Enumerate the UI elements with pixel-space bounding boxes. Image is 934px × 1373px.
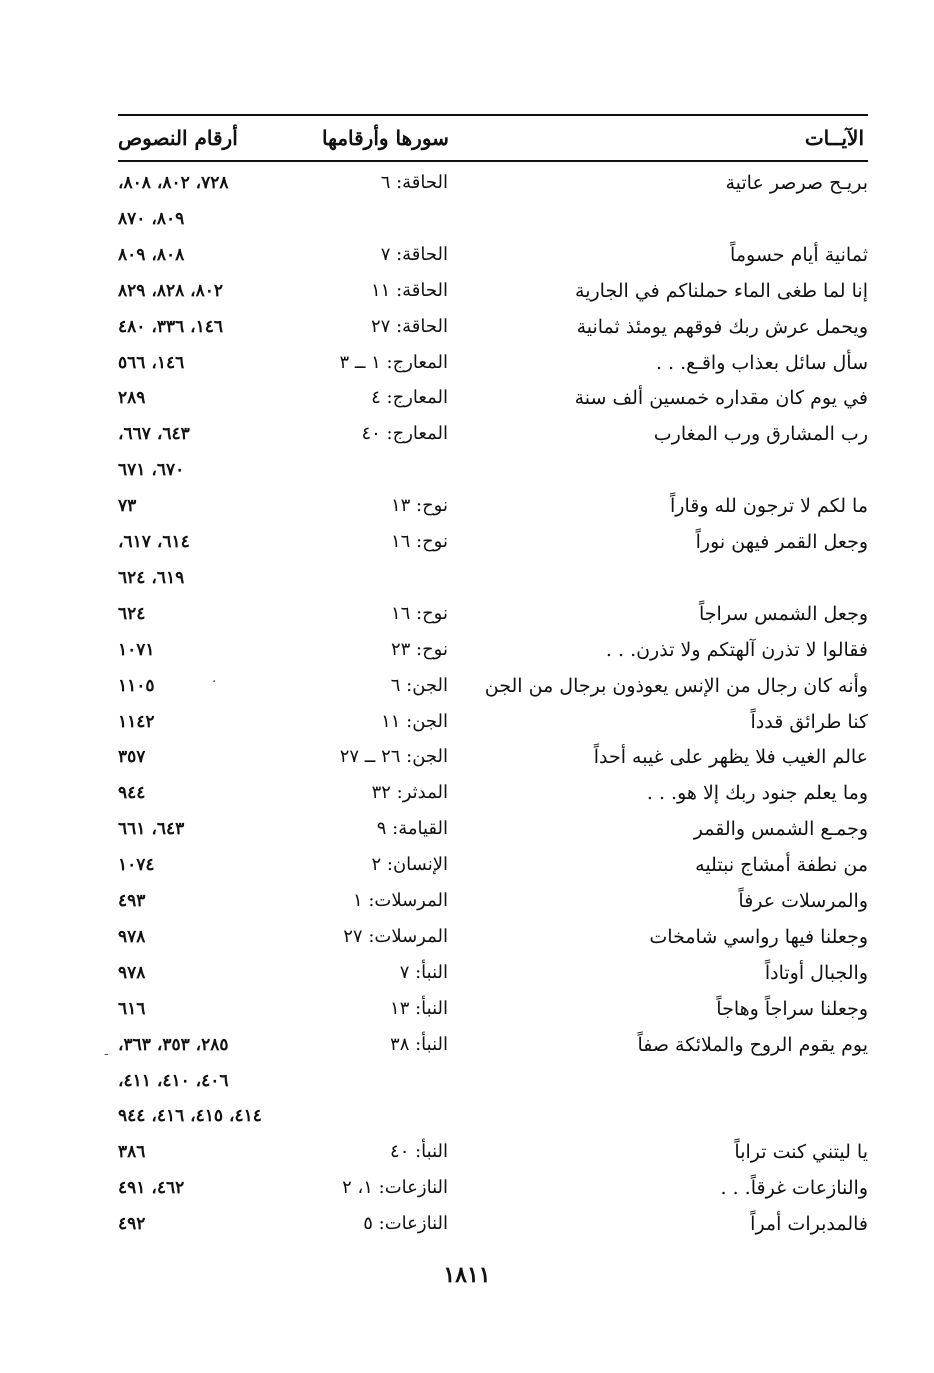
text-numbers: ٩٤٤ [118, 783, 146, 804]
table-row [0, 1098, 934, 1134]
surah-ref: الجن: ٢٦ ــ ٢٧ [339, 746, 448, 768]
table-row [0, 883, 934, 919]
table-row [0, 596, 934, 632]
table-row [0, 668, 934, 704]
text-numbers: ٤٦٢، ٤٩١ [118, 1178, 185, 1199]
surah-ref: نوح: ١٦ [390, 602, 448, 624]
table-row [0, 991, 934, 1027]
table-row [0, 273, 934, 309]
table-row [0, 524, 934, 560]
surah-ref: الجن: ١١ [381, 710, 448, 732]
text-numbers: ٤٩٣ [118, 891, 146, 911]
verse-text: وجعلنا سراجاً وهاجاً [716, 997, 868, 1020]
verse-text: وأنه كان رجال من الإنس يعوذون برجال من الجن [484, 674, 868, 697]
table-row [0, 237, 934, 273]
table-row [0, 380, 934, 416]
text-numbers: ٧٢٨، ٨٠٢، ٨٠٨، [118, 173, 229, 193]
text-numbers: ١٠٧٤ [118, 855, 155, 876]
text-numbers: ٧٣ [118, 496, 137, 517]
table-row [0, 165, 934, 201]
text-numbers: ٤١٤، ٤١٥، ٤١٦، ٩٤٤ [118, 1106, 262, 1127]
text-numbers: ٣٥٧ [118, 747, 146, 768]
verse-text: والجبال أوتاداً [764, 961, 868, 984]
surah-ref: الحاقة: ٧ [380, 243, 448, 265]
surah-ref: النبأ: ١٣ [390, 997, 448, 1019]
text-numbers: ٨٠٩، ٨٧٠ [118, 208, 185, 229]
table-row [0, 488, 934, 524]
table-row [0, 955, 934, 991]
surah-ref: النبأ: ٤٠ [390, 1141, 448, 1163]
margin-mark: · [212, 674, 217, 690]
surah-ref: الحاقة: ١١ [371, 279, 448, 301]
table-row [0, 632, 934, 668]
surah-ref: المدثر: ٣٢ [371, 782, 448, 804]
verse-text: من نطفة أمشاج نبتليه [695, 854, 868, 877]
verse-text: يا ليتني كنت تراباً [734, 1141, 868, 1164]
table-row [0, 1170, 934, 1206]
table-row [0, 775, 934, 811]
verse-text: وجعلنا فيها رواسي شامخات [649, 925, 868, 948]
surah-ref: الحاقة: ٢٧ [371, 315, 448, 337]
surah-ref: المعارج: ١ ــ ٣ [339, 351, 448, 373]
surah-ref: النازعات: ٥ [363, 1213, 448, 1235]
verse-text: يوم يقوم الروح والملائكة صفاً [637, 1033, 868, 1056]
surah-ref: نوح: ٢٣ [390, 638, 448, 660]
table-row [0, 704, 934, 740]
verse-text: ويحمل عرش ربك فوقهم يومئذ ثمانية [576, 315, 868, 338]
surah-ref: الحاقة: ٦ [380, 172, 448, 193]
table-row [0, 416, 934, 452]
verse-text: بريـح صرصر عاتية [725, 172, 868, 194]
header-numbers: أرقام النصوص [118, 126, 238, 150]
text-numbers: ٦١٤، ٦١٧، [118, 532, 190, 552]
verse-text: فالمدبرات أمراً [750, 1213, 868, 1236]
text-numbers: ١١٤٢ [118, 711, 155, 732]
table-row [0, 309, 934, 345]
verse-text: ثمانية أيام حسوماً [730, 243, 868, 266]
table-row [0, 345, 934, 381]
text-numbers: ٨٠٨، ٨٠٩ [118, 244, 185, 265]
text-numbers: ٦٤٣، ٦٦١ [118, 819, 185, 840]
table-row [0, 560, 934, 596]
text-numbers: ١٤٦، ٣٣٦، ٤٨٠ [118, 316, 224, 337]
verse-text: وجعل الشمس سراجاً [699, 602, 868, 625]
verse-text: في يوم كان مقداره خمسين ألف سنة [574, 387, 868, 410]
table-row [0, 1063, 934, 1099]
verse-text: والنازعات غرقاً. . . [720, 1177, 868, 1200]
page-number: ١٨١١ [443, 1262, 491, 1288]
top-rule [118, 114, 868, 116]
header-verses: الآيــات [804, 126, 864, 150]
header-rule [118, 160, 868, 162]
table-row [0, 811, 934, 847]
surah-ref: نوح: ١٦ [390, 531, 448, 552]
text-numbers: ٨٠٢، ٨٢٨، ٨٢٩ [118, 280, 224, 301]
text-numbers: ٩٧٨ [118, 962, 146, 983]
margin-mark: - [104, 1046, 109, 1062]
surah-ref: الجن: ٦ [390, 674, 448, 696]
surah-ref: النازعات: ١، ٢ [342, 1177, 448, 1199]
text-numbers: ٦٤٣، ٦٦٧، [118, 424, 190, 445]
surah-ref: المرسلات: ١ [352, 890, 448, 911]
text-numbers: ٦١٩، ٦٢٤ [118, 567, 185, 588]
surah-ref: المعارج: ٤٠ [361, 423, 448, 445]
table-row [0, 1027, 934, 1063]
text-numbers: ١٠٧١ [118, 639, 155, 660]
verse-text: والمرسلات عرفاً [738, 890, 868, 912]
text-numbers: ٢٨٥، ٣٥٣، ٣٦٣، [118, 1034, 229, 1055]
table-row [0, 739, 934, 775]
text-numbers: ٦٧٠، ٦٧١ [118, 460, 185, 481]
surah-ref: القيامة: ٩ [376, 818, 448, 840]
table-row [0, 1206, 934, 1242]
table-row [0, 1134, 934, 1170]
verse-text: رب المشارق ورب المغارب [653, 423, 868, 446]
surah-ref: الإنسان: ٢ [371, 854, 448, 876]
text-numbers: ٢٨٩ [118, 388, 146, 409]
table-row [0, 847, 934, 883]
surah-ref: النبأ: ٧ [399, 961, 448, 983]
table-row [0, 919, 934, 955]
table-row [0, 201, 934, 237]
text-numbers: ٦٢٤ [118, 603, 146, 624]
text-numbers: ٤٠٦، ٤١٠، ٤١١، [118, 1070, 229, 1091]
verse-text: عالم الغيب فلا يظهر على غيبه أحداً [593, 746, 868, 769]
verse-text: وما يعلم جنود ربك إلا هو. . . [646, 782, 868, 805]
verse-text: سأل سائل بعذاب واقـع. . . [655, 351, 868, 374]
verse-text: فقالوا لا تذرن آلهتكم ولا تذرن. . . [605, 638, 868, 661]
text-numbers: ٩٧٨ [118, 926, 146, 947]
table-row [0, 452, 934, 488]
text-numbers: ٣٨٦ [118, 1142, 146, 1163]
verse-text: إنا لما طغى الماء حملناكم في الجارية [575, 279, 868, 302]
text-numbers: ١١٠٥ [118, 675, 155, 696]
surah-ref: نوح: ١٣ [390, 495, 448, 517]
verse-text: وجمـع الشمس والقمر [693, 818, 868, 841]
text-numbers: ٦١٦ [118, 998, 146, 1019]
text-numbers: ١٤٦، ٥٦٦ [118, 352, 185, 373]
verse-text: ما لكم لا ترجون لله وقاراً [670, 495, 868, 518]
verse-text: كنا طرائق قدداً [750, 710, 868, 733]
surah-ref: النبأ: ٣٨ [390, 1033, 448, 1055]
header-surahs: سورها وأرقامها [322, 126, 449, 150]
surah-ref: المرسلات: ٢٧ [343, 925, 448, 947]
text-numbers: ٤٩٢ [118, 1214, 146, 1235]
verse-text: وجعل القمر فيهن نوراً [695, 531, 868, 553]
surah-ref: المعارج: ٤ [371, 387, 448, 409]
